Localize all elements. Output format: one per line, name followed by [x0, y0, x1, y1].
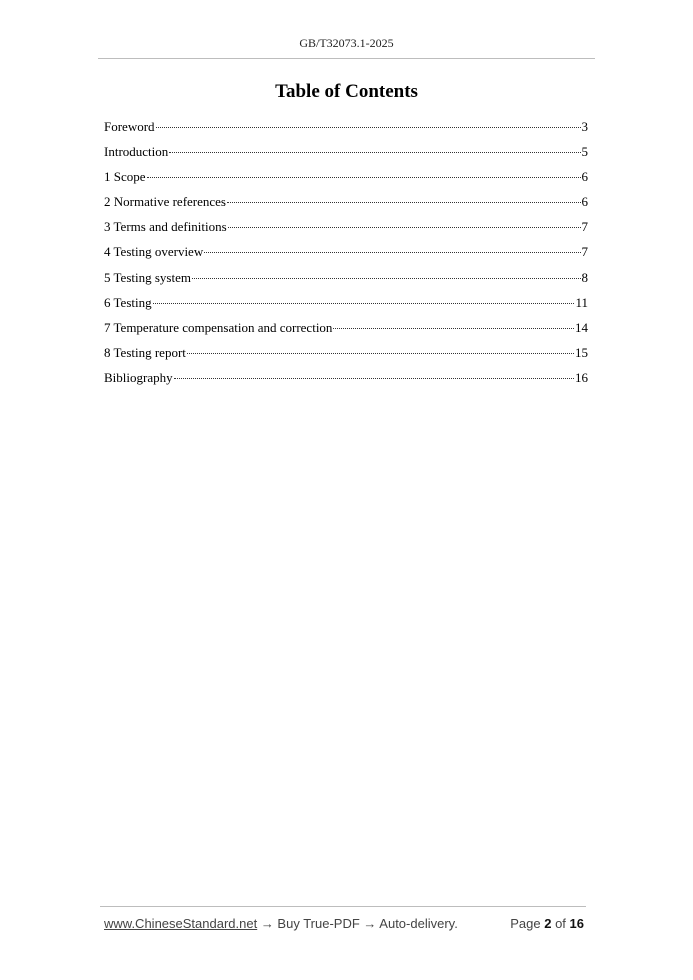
current-page-number: 2	[544, 916, 552, 931]
toc-entry-page: 11	[575, 294, 588, 310]
toc-entry-temperature-compensation[interactable]	[104, 318, 588, 343]
toc-entry-label: 1 Scope	[104, 169, 146, 185]
dot-leader	[147, 177, 581, 178]
dot-leader	[333, 328, 574, 329]
toc-entry-label: 4 Testing overview	[104, 244, 204, 260]
toc-entry-normative-references[interactable]	[104, 192, 588, 217]
running-header: GB/T32073.1-2025	[299, 36, 394, 50]
toc-entry-testing-report[interactable]	[104, 343, 588, 368]
toc-entry-page: 7	[581, 219, 588, 235]
toc-entry-page: 3	[581, 119, 588, 134]
page-prefix: Page	[510, 916, 545, 931]
toc-entry-page: 6	[581, 194, 588, 210]
toc-entry-label: 6 Testing	[104, 294, 152, 310]
toc-entry-label: Introduction	[104, 144, 169, 160]
toc-entry-page: 6	[581, 169, 588, 185]
toc-entry-label: 2 Normative references	[104, 194, 226, 210]
dot-leader	[192, 278, 581, 279]
toc-entry-page: 14	[575, 319, 588, 335]
toc-entry-page: 15	[575, 344, 588, 360]
dot-leader	[156, 127, 581, 128]
toc-entry-label: Foreword	[104, 119, 155, 134]
footer-divider	[100, 906, 586, 907]
toc-entry-testing-system[interactable]	[104, 268, 588, 293]
page-footer	[104, 916, 584, 931]
promo-text: → Buy True-PDF → Auto-delivery.	[257, 916, 458, 931]
toc-entry-label: 7 Temperature compensation and correction	[104, 319, 333, 335]
toc-list	[104, 117, 588, 393]
page-of: of	[551, 916, 570, 931]
toc-entry-introduction[interactable]	[104, 142, 588, 167]
toc-title: Table of Contents	[275, 81, 418, 102]
toc-entry-bibliography[interactable]	[104, 368, 588, 393]
toc-entry-page: 7	[581, 244, 588, 260]
toc-entry-label: 5 Testing system	[104, 269, 191, 285]
dot-leader	[187, 353, 574, 354]
toc-entry-page: 16	[575, 369, 588, 385]
toc-entry-label: 8 Testing report	[104, 344, 186, 360]
dot-leader	[153, 303, 575, 304]
toc-entry-testing-overview[interactable]	[104, 242, 588, 267]
dot-leader	[227, 202, 581, 203]
toc-entry-label: 3 Terms and definitions	[104, 219, 227, 235]
total-pages-number: 16	[569, 916, 584, 931]
footer-promo	[104, 916, 458, 931]
site-link[interactable]: www.ChineseStandard.net	[104, 916, 258, 931]
dot-leader	[204, 252, 580, 253]
toc-entry-testing[interactable]	[104, 293, 588, 318]
dot-leader	[174, 378, 574, 379]
toc-entry-scope[interactable]	[104, 167, 588, 192]
toc-entry-terms-and-definitions[interactable]	[104, 217, 588, 242]
header-divider	[98, 58, 595, 59]
dot-leader	[169, 152, 580, 153]
toc-entry-page: 8	[581, 269, 588, 285]
page-indicator	[510, 916, 584, 931]
toc-entry-label: Bibliography	[104, 369, 173, 385]
dot-leader	[228, 227, 581, 228]
toc-entry-page: 5	[581, 144, 588, 160]
toc-entry-foreword[interactable]	[104, 117, 588, 142]
